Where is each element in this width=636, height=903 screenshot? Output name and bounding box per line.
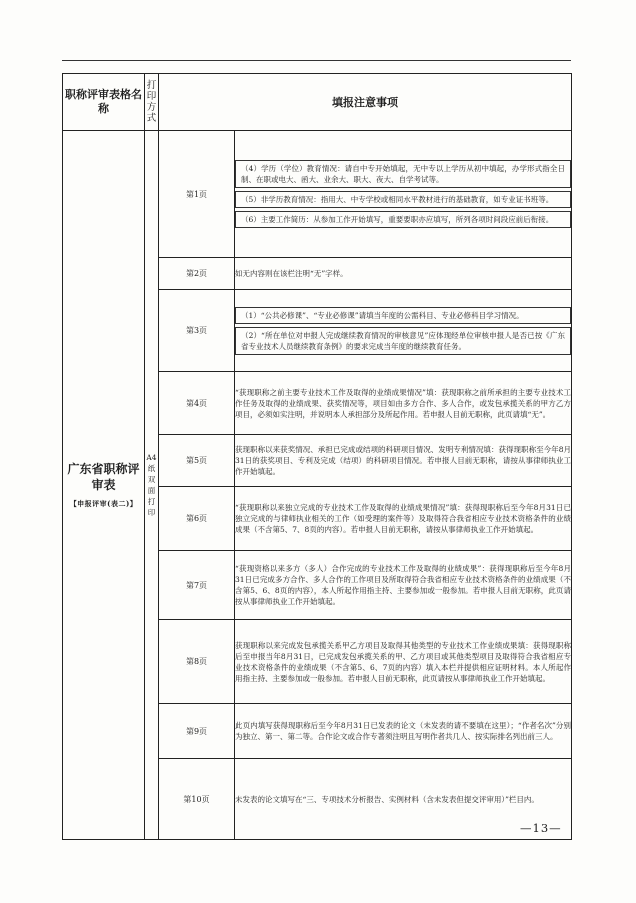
page-label: 第1页 <box>159 131 235 258</box>
note: （5）非学历教育情况：指用大、中专学校或相同水平教材进行的基础教育，如专业证书班等。 <box>235 191 571 208</box>
note: 此页内填写获得现职称后至今年8月31日已发表的论文（未发表的请不要填在这里）；“作者名次”分别为独立、第一、第二等。合作论文或合作专著须注明且写明作者共几人、按实际排名列出前三人。 <box>235 721 571 741</box>
note: “获现职称之前主要专业技术工作及取得的业绩成果情况”填：获现职称之前所承担的主要专业技术工作任务及取得的业绩成果、获奖情况等，项目如由多方合作、多人合作，或发包承揽关系的甲方乙方项目，必须如实注明，并说明本人承担部分及所起作用。若申报人目前无职称，此页请填“无”。 <box>235 387 571 419</box>
header-rule <box>62 60 571 61</box>
page-label: 第8页 <box>159 620 235 704</box>
note: 如无内容则在该栏注明“无”字样。 <box>235 269 348 278</box>
notes-cell <box>235 620 572 704</box>
table-row <box>63 131 572 258</box>
note: 未发表的论文填写在“三、专项技术分析报告、实例材料（含未发表但提交评审用）”栏目内。 <box>235 794 539 804</box>
note: （4）学历（学位）教育情况：请自中专开始填起，无中专以上学历从初中填起，办学形式指全日制、在职或电大、函大、业余大、职大、夜大、自学考试等。 <box>235 160 571 188</box>
page-label: 第7页 <box>159 551 235 620</box>
notes-cell <box>235 551 572 620</box>
page-label: 第3页 <box>159 290 235 372</box>
form-subtitle: 【申报评审(表二)】 <box>69 499 138 508</box>
note: （2）“所在单位对申报人完成继续教育情况的审核意见”应体现经单位审核申报人是否已按《广东省专业技术人员继续教育条例》的要求完成当年度的继续教育任务。 <box>235 327 571 355</box>
page-label: 第5页 <box>159 435 235 487</box>
note: 获现职称以来完成发包承揽关系甲乙方项目及取得其他类型的专业技术工作业绩成果填：获得现职称后至申报当年8月31日，已完成发包承揽关系的甲、乙方项目或其他类型项目及取得符合我省相应专业技术资格条件的业绩成果（不含第5、6、7页的内容）填入本栏并提供相应证明材料。本人所起作用指主持、主要参加或一般参加。若申报人目前无职称，此页请按从事律师执业工作开始填起。 <box>235 640 571 683</box>
notes-cell <box>235 131 572 258</box>
page-label: 第6页 <box>159 487 235 551</box>
form-title: 广东省职称评审表 <box>67 462 140 492</box>
notes-cell <box>235 290 572 372</box>
page-label: 第2页 <box>159 258 235 290</box>
header-notes: 填报注意事项 <box>159 74 572 131</box>
note: “获现职称以来独立完成的专业技术工作及取得的业绩成果情况”填：获得现职称后至今年8月31日已独立完成的与律师执业相关的工作（如受理的案件等）及取得符合我省相应专业技术资格条件的业绩成果（不含第5、7、8页的内容）。若申报人目前无职称，请按从事律师执业工作开始填起。 <box>235 503 571 534</box>
table-header-row <box>63 74 572 131</box>
notes-cell <box>235 704 572 759</box>
page-label: 第10页 <box>159 759 235 840</box>
notes-cell <box>235 435 572 487</box>
page-label: 第4页 <box>159 372 235 435</box>
notes-cell <box>235 258 572 290</box>
header-print-method: 打印方式 <box>145 74 159 131</box>
note: （6）主要工作简历：从参加工作开始填写，重要要职亦应填写，所列各项时间段应前后衔接。 <box>235 211 571 228</box>
form-notes-table <box>62 73 572 840</box>
note: “获现资格以来多方（多人）合作完成的专业技术工作及取得的业绩成果”：获得现职称后至今年8月31日已完成多方合作、多人合作的工作项目及所取得符合我省相应专业技术资格条件的业绩成果（不含第5、6、8页的内容），本人所起作用指主持、主要参加或一般参加。若申报人目前无职称，此页请按从事律师执业工作开始填起。 <box>235 564 571 606</box>
page-label: 第9页 <box>159 704 235 759</box>
page-number: —13— <box>520 821 562 835</box>
notes-cell <box>235 372 572 435</box>
print-method-cell: A4纸双面打印 <box>145 131 159 840</box>
notes-cell <box>235 487 572 551</box>
note: （1）“公共必修课”、“专业必修课”请填当年度的公需科目、专业必修科目学习情况。 <box>235 307 571 324</box>
form-name-cell <box>63 131 145 840</box>
header-form-name: 职称评审表格名称 <box>63 74 145 131</box>
note: 获现职称以来获奖情况、承担已完成或结项的科研项目情况、发明专利情况填：获得现职称至今年8月31日的获奖项目、专利及完成（结项）的科研项目情况。若申报人目前无职称，请按从事律师执业工作开始填起。 <box>235 445 571 476</box>
